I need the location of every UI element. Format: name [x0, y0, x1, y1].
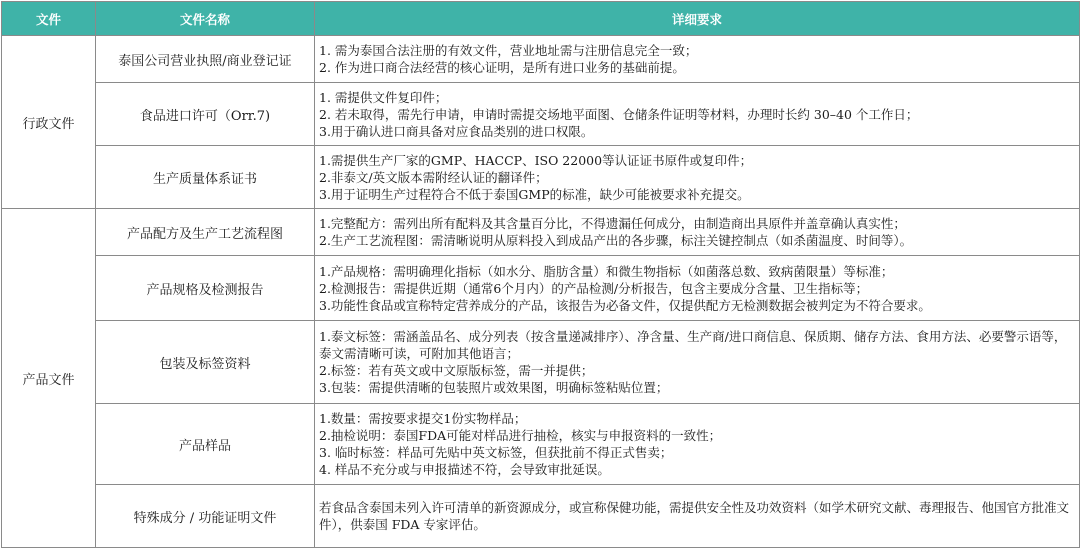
- requirement-line: 3.用于证明生产过程符合不低于泰国GMP的标准，缺少可能被要求补充提交。: [319, 186, 750, 202]
- header-row: [2, 2, 1080, 36]
- requirement-cell: [315, 36, 1080, 83]
- requirement-cell: [315, 404, 1080, 485]
- header-file-type: 文件: [2, 2, 96, 36]
- requirement-cell: [315, 146, 1080, 209]
- file-name-cell: 包装及标签资料: [96, 321, 315, 404]
- requirement-line: 3.包装：需提供清晰的包装照片或效果图，明确标签粘贴位置；: [319, 380, 669, 395]
- requirements-table: [1, 1, 1080, 548]
- requirement-line: 1.产品规格：需明确理化指标（如水分、脂肪含量）和微生物指标（如菌落总数、致病菌限量）等标准；: [319, 263, 894, 279]
- file-name-cell: 特殊成分 / 功能证明文件: [96, 485, 315, 548]
- table-row: [2, 321, 1080, 404]
- table-row: [2, 36, 1080, 83]
- category-cell: 产品文件: [2, 209, 96, 548]
- requirement-line: 2.非泰文/英文版本需附经认证的翻译件；: [319, 169, 548, 185]
- file-name-cell: 产品配方及生产工艺流程图: [96, 209, 315, 256]
- header-file-name: 文件名称: [96, 2, 315, 36]
- table-row: [2, 256, 1080, 321]
- requirement-line: 1.数量：需按要求提交1份实物样品；: [319, 411, 527, 426]
- table-row: [2, 209, 1080, 256]
- file-name-cell: 食品进口许可（Orr.7): [96, 83, 315, 146]
- requirement-line: 1. 需提供文件复印件；: [319, 89, 448, 105]
- requirement-line: 若食品含泰国未列入许可清单的新资源成分，或宣称保健功能，需提供安全性及功效资料（如学术研究文献、毒理报告、他国官方批准文件），供泰国 FDA 专家评估。: [319, 500, 1070, 532]
- requirement-line: 1.需提供生产厂家的GMP、HACCP、ISO 22000等认证证书原件或复印件；: [319, 152, 753, 168]
- requirement-line: 2.抽检说明：泰国FDA可能对样品进行抽检，核实与申报资料的一致性；: [319, 428, 722, 443]
- requirement-line: 2.检测报告：需提供近期（通常6个月内）的产品检测/分析报告，包含主要成分含量、卫生指标等；: [319, 280, 869, 296]
- requirement-cell: [315, 321, 1080, 404]
- requirement-line: 2. 若未取得，需先行申请，申请时需提交场地平面图、仓储条件证明等材料，办理时长约 30–40 个工作日；: [319, 106, 919, 122]
- requirement-line: 4. 样品不充分或与申报描述不符，会导致审批延误。: [319, 462, 610, 477]
- requirement-cell: [315, 256, 1080, 321]
- file-name-cell: 产品样品: [96, 404, 315, 485]
- requirement-line: 3.用于确认进口商具备对应食品类别的进口权限。: [319, 123, 594, 139]
- table-row: [2, 83, 1080, 146]
- requirement-line: 1. 需为泰国合法注册的有效文件，营业地址需与注册信息完全一致；: [319, 43, 698, 58]
- requirement-line: 1.泰文标签：需涵盖品名、成分列表（按含量递减排序）、净含量、生产商/进口商信息、保质期、储存方法、食用方法、必要警示语等，泰文需清晰可读，可附加其他语言；: [319, 329, 1067, 361]
- requirement-line: 2. 作为进口商合法经营的核心证明，是所有进口业务的基础前提。: [319, 60, 685, 75]
- requirement-line: 2.生产工艺流程图：需清晰说明从原料投入到成品产出的各步骤，标注关键控制点（如杀菌温度、时间等）。: [319, 233, 913, 248]
- table-row: [2, 146, 1080, 209]
- file-name-cell: 泰国公司营业执照/商业登记证: [96, 36, 315, 83]
- category-cell: 行政文件: [2, 36, 96, 209]
- requirement-cell: [315, 209, 1080, 256]
- file-name-cell: 生产质量体系证书: [96, 146, 315, 209]
- requirement-line: 2.标签：若有英文或中文原版标签，需一并提供；: [319, 363, 594, 378]
- requirement-line: 3.功能性食品或宣称特定营养成分的产品，该报告为必备文件，仅提供配方无检测数据会被判定为不符合要求。: [319, 297, 931, 313]
- header-requirements: 详细要求: [315, 2, 1080, 36]
- requirement-cell: [315, 485, 1080, 548]
- file-name-cell: 产品规格及检测报告: [96, 256, 315, 321]
- requirement-line: 1.完整配方：需列出所有配料及其含量百分比，不得遗漏任何成分，由制造商出具原件并盖章确认真实性；: [319, 216, 906, 231]
- requirement-cell: [315, 83, 1080, 146]
- table-row: [2, 485, 1080, 548]
- requirement-line: 3. 临时标签：样品可先贴中英文标签，但获批前不得正式售卖；: [319, 445, 673, 460]
- table-row: [2, 404, 1080, 485]
